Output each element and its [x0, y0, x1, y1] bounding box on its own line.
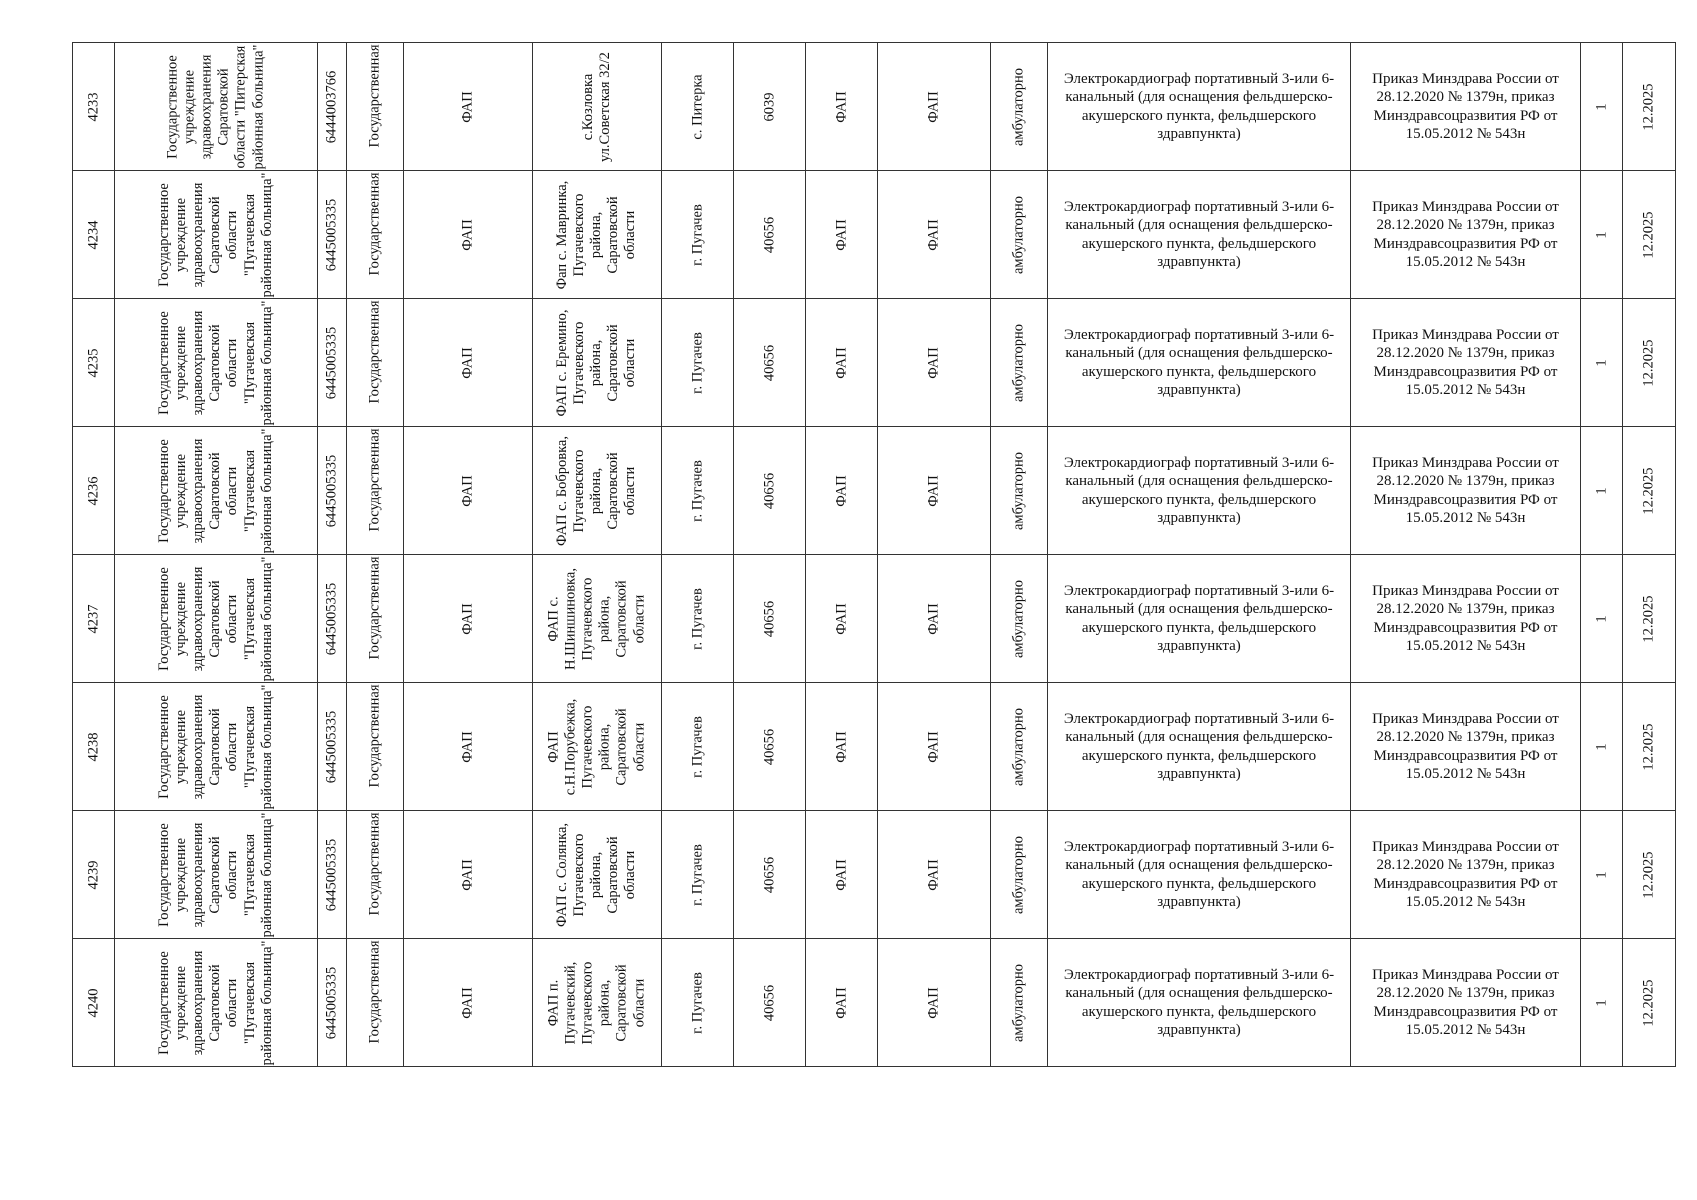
organization-cell — [115, 555, 318, 683]
order-cell-text: Приказ Минздрава России от 28.12.2020 № 1379н, приказ Минздравсоцразвития РФ от 15.05.2012 № 543н — [1372, 70, 1559, 142]
organization-cell-text: Государственное учреждение здравоохранения Саратовской области "Пугачевская районная больница" — [156, 684, 275, 809]
inn-cell — [318, 171, 347, 299]
subtype-cell-2 — [878, 427, 991, 555]
settlement-cell-text: г. Пугачев — [688, 203, 705, 266]
subtype-cell-text: ФАП — [832, 218, 849, 251]
subtype-cell-2 — [878, 299, 991, 427]
subtype-cell-2-text: ФАП — [925, 602, 942, 635]
population-cell-text: 6039 — [760, 92, 777, 121]
order-cell — [1351, 683, 1581, 811]
inn-cell-text: 6445005335 — [323, 710, 340, 783]
equipment-cell-text: Электрокардиограф портативный 3-или 6-канальный (для оснащения фельдшерско-акушерского пункта, фельдшерского здравпункта) — [1063, 70, 1335, 142]
population-cell-text: 40656 — [760, 600, 777, 637]
subtype-cell-2 — [878, 171, 991, 299]
organization-cell — [115, 171, 318, 299]
care-type-cell — [991, 939, 1048, 1067]
equipment-cell-text: Электрокардиограф портативный 3-или 6-канальный (для оснащения фельдшерско-акушерского пункта, фельдшерского здравпункта) — [1063, 966, 1335, 1038]
subtype-cell — [806, 299, 878, 427]
table-row — [73, 939, 1676, 1067]
row-number-cell-text: 4238 — [84, 732, 101, 761]
address-cell — [533, 939, 662, 1067]
address-cell-text: с.Козловка ул.Советская 32/2 — [579, 51, 613, 162]
address-cell-text: ФАП с. Солянка, Пугачевского района, Саратовской области — [554, 822, 639, 927]
population-cell-text: 40656 — [760, 472, 777, 509]
care-type-cell — [991, 43, 1048, 171]
quantity-cell-text: 1 — [1592, 358, 1609, 367]
row-number-cell — [73, 683, 115, 811]
settlement-cell-text: г. Пугачев — [688, 971, 705, 1034]
order-cell-text: Приказ Минздрава России от 28.12.2020 № 1379н, приказ Минздравсоцразвития РФ от 15.05.2012 № 543н — [1372, 582, 1559, 654]
ownership-cell — [347, 43, 404, 171]
inn-cell-text: 6445005335 — [323, 838, 340, 911]
settlement-cell-text: с. Питерка — [688, 73, 705, 140]
row-number-cell-text: 4240 — [84, 988, 101, 1017]
inn-cell-text: 6445005335 — [323, 326, 340, 399]
address-cell — [533, 683, 662, 811]
order-cell — [1351, 43, 1581, 171]
inn-cell — [318, 555, 347, 683]
quantity-cell-text: 1 — [1592, 230, 1609, 239]
population-cell — [734, 299, 806, 427]
organization-cell — [115, 299, 318, 427]
inn-cell-text: 6445005335 — [323, 198, 340, 271]
ownership-cell-text: Государственная — [366, 684, 383, 787]
subtype-cell — [806, 683, 878, 811]
order-cell-text: Приказ Минздрава России от 28.12.2020 № 1379н, приказ Минздравсоцразвития РФ от 15.05.2012 № 543н — [1372, 838, 1559, 910]
quantity-cell-text: 1 — [1592, 998, 1609, 1007]
subtype-cell-2 — [878, 683, 991, 811]
facility-type-cell — [404, 555, 533, 683]
care-type-cell-text: амбулаторно — [1010, 835, 1027, 914]
population-cell-text: 40656 — [760, 856, 777, 893]
inn-cell — [318, 43, 347, 171]
table-body — [73, 43, 1676, 1067]
subtype-cell-2 — [878, 555, 991, 683]
quantity-cell-text: 1 — [1592, 614, 1609, 623]
table-row — [73, 43, 1676, 171]
equipment-cell-text: Электрокардиограф портативный 3-или 6-канальный (для оснащения фельдшерско-акушерского пункта, фельдшерского здравпункта) — [1063, 198, 1335, 270]
order-cell — [1351, 427, 1581, 555]
subtype-cell — [806, 555, 878, 683]
equipment-cell-text: Электрокардиограф портативный 3-или 6-канальный (для оснащения фельдшерско-акушерского пункта, фельдшерского здравпункта) — [1063, 582, 1335, 654]
quantity-cell — [1581, 299, 1623, 427]
table-row — [73, 171, 1676, 299]
facility-type-cell-text: ФАП — [459, 346, 476, 379]
subtype-cell-2-text: ФАП — [925, 730, 942, 763]
population-cell-text: 40656 — [760, 984, 777, 1021]
population-cell-text: 40656 — [760, 728, 777, 765]
settlement-cell-text: г. Пугачев — [688, 459, 705, 522]
order-cell-text: Приказ Минздрава России от 28.12.2020 № 1379н, приказ Минздравсоцразвития РФ от 15.05.2012 № 543н — [1372, 710, 1559, 782]
subtype-cell-2-text: ФАП — [925, 90, 942, 123]
population-cell-text: 40656 — [760, 216, 777, 253]
date-cell — [1623, 427, 1676, 555]
date-cell — [1623, 683, 1676, 811]
date-cell — [1623, 171, 1676, 299]
population-cell — [734, 811, 806, 939]
care-type-cell — [991, 427, 1048, 555]
table-row — [73, 683, 1676, 811]
quantity-cell-text: 1 — [1592, 870, 1609, 879]
address-cell-text: ФАП с. Бобровка, Пугачевского района, Саратовской области — [554, 435, 639, 546]
quantity-cell — [1581, 683, 1623, 811]
quantity-cell — [1581, 555, 1623, 683]
care-type-cell-text: амбулаторно — [1010, 195, 1027, 274]
equipment-cell — [1048, 683, 1351, 811]
organization-cell-text: Государственное учреждение здравоохранения Саратовской области "Пугачевская районная больница" — [156, 940, 275, 1065]
facility-type-cell-text: ФАП — [459, 602, 476, 635]
organization-cell — [115, 811, 318, 939]
row-number-cell — [73, 171, 115, 299]
facility-type-cell-text: ФАП — [459, 858, 476, 891]
ownership-cell — [347, 427, 404, 555]
date-cell-text: 12.2025 — [1640, 338, 1657, 387]
date-cell — [1623, 299, 1676, 427]
row-number-cell-text: 4237 — [84, 604, 101, 633]
organization-cell — [115, 939, 318, 1067]
order-cell-text: Приказ Минздрава России от 28.12.2020 № 1379н, приказ Минздравсоцразвития РФ от 15.05.2012 № 543н — [1372, 454, 1559, 526]
address-cell-text: Фап с. Мавринка, Пугачевского района, Саратовской области — [554, 180, 639, 289]
address-cell — [533, 43, 662, 171]
settlement-cell-text: г. Пугачев — [688, 587, 705, 650]
equipment-cell — [1048, 939, 1351, 1067]
care-type-cell-text: амбулаторно — [1010, 323, 1027, 402]
ownership-cell-text: Государственная — [366, 44, 383, 147]
order-cell — [1351, 299, 1581, 427]
ownership-cell-text: Государственная — [366, 556, 383, 659]
subtype-cell-text: ФАП — [832, 90, 849, 123]
row-number-cell — [73, 939, 115, 1067]
ownership-cell-text: Государственная — [366, 812, 383, 915]
order-cell — [1351, 939, 1581, 1067]
facility-type-cell-text: ФАП — [459, 90, 476, 123]
care-type-cell-text: амбулаторно — [1010, 707, 1027, 786]
subtype-cell — [806, 171, 878, 299]
inn-cell — [318, 811, 347, 939]
inn-cell-text: 6445005335 — [323, 582, 340, 655]
subtype-cell-2-text: ФАП — [925, 218, 942, 251]
subtype-cell-text: ФАП — [832, 346, 849, 379]
organization-cell-text: Государственное учреждение здравоохранения Саратовской области "Питерская районная больница" — [164, 44, 267, 169]
quantity-cell-text: 1 — [1592, 486, 1609, 495]
subtype-cell-text: ФАП — [832, 602, 849, 635]
subtype-cell-2 — [878, 43, 991, 171]
settlement-cell — [662, 43, 734, 171]
inn-cell-text: 6444003766 — [323, 70, 340, 143]
date-cell-text: 12.2025 — [1640, 210, 1657, 259]
address-cell-text: ФАП с. Н.Шиншиновка, Пугачевского района, Саратовской области — [545, 567, 648, 670]
address-cell — [533, 299, 662, 427]
facility-type-cell — [404, 939, 533, 1067]
date-cell — [1623, 43, 1676, 171]
care-type-cell-text: амбулаторно — [1010, 579, 1027, 658]
date-cell — [1623, 555, 1676, 683]
subtype-cell-2-text: ФАП — [925, 346, 942, 379]
facility-type-cell — [404, 43, 533, 171]
row-number-cell — [73, 299, 115, 427]
quantity-cell — [1581, 811, 1623, 939]
order-cell — [1351, 171, 1581, 299]
population-cell — [734, 171, 806, 299]
row-number-cell — [73, 811, 115, 939]
settlement-cell — [662, 683, 734, 811]
ownership-cell-text: Государственная — [366, 300, 383, 403]
address-cell — [533, 171, 662, 299]
inn-cell — [318, 427, 347, 555]
organization-cell-text: Государственное учреждение здравоохранения Саратовской области "Пугачевская районная больница" — [156, 556, 275, 681]
equipment-cell — [1048, 555, 1351, 683]
quantity-cell-text: 1 — [1592, 102, 1609, 111]
subtype-cell-2-text: ФАП — [925, 474, 942, 507]
subtype-cell-2 — [878, 811, 991, 939]
population-cell — [734, 939, 806, 1067]
inn-cell-text: 6445005335 — [323, 966, 340, 1039]
date-cell — [1623, 811, 1676, 939]
subtype-cell — [806, 427, 878, 555]
address-cell — [533, 427, 662, 555]
ownership-cell-text: Государственная — [366, 940, 383, 1043]
equipment-cell — [1048, 171, 1351, 299]
care-type-cell-text: амбулаторно — [1010, 67, 1027, 146]
settlement-cell — [662, 171, 734, 299]
care-type-cell — [991, 299, 1048, 427]
order-cell — [1351, 555, 1581, 683]
inn-cell — [318, 683, 347, 811]
settlement-cell — [662, 427, 734, 555]
population-cell-text: 40656 — [760, 344, 777, 381]
row-number-cell-text: 4235 — [84, 348, 101, 377]
date-cell-text: 12.2025 — [1640, 978, 1657, 1027]
settlement-cell — [662, 555, 734, 683]
care-type-cell-text: амбулаторно — [1010, 963, 1027, 1042]
order-cell — [1351, 811, 1581, 939]
subtype-cell-2-text: ФАП — [925, 986, 942, 1019]
inn-cell — [318, 299, 347, 427]
organization-cell-text: Государственное учреждение здравоохранения Саратовской области "Пугачевская районная больница" — [156, 172, 275, 297]
care-type-cell — [991, 171, 1048, 299]
date-cell-text: 12.2025 — [1640, 466, 1657, 515]
equipment-cell — [1048, 299, 1351, 427]
care-type-cell — [991, 683, 1048, 811]
order-cell-text: Приказ Минздрава России от 28.12.2020 № 1379н, приказ Минздравсоцразвития РФ от 15.05.2012 № 543н — [1372, 198, 1559, 270]
subtype-cell-text: ФАП — [832, 730, 849, 763]
organization-cell-text: Государственное учреждение здравоохранения Саратовской области "Пугачевская районная больница" — [156, 812, 275, 937]
care-type-cell — [991, 555, 1048, 683]
care-type-cell — [991, 811, 1048, 939]
equipment-cell — [1048, 43, 1351, 171]
equipment-cell-text: Электрокардиограф портативный 3-или 6-канальный (для оснащения фельдшерско-акушерского пункта, фельдшерского здравпункта) — [1063, 710, 1335, 782]
settlement-cell — [662, 939, 734, 1067]
equipment-cell-text: Электрокардиограф портативный 3-или 6-канальный (для оснащения фельдшерско-акушерского пункта, фельдшерского здравпункта) — [1063, 454, 1335, 526]
row-number-cell-text: 4233 — [84, 92, 101, 121]
subtype-cell-2-text: ФАП — [925, 858, 942, 891]
quantity-cell — [1581, 43, 1623, 171]
organization-cell-text: Государственное учреждение здравоохранения Саратовской области "Пугачевская районная больница" — [156, 300, 275, 425]
subtype-cell — [806, 43, 878, 171]
equipment-cell-text: Электрокардиограф портативный 3-или 6-канальный (для оснащения фельдшерско-акушерского пункта, фельдшерского здравпункта) — [1063, 326, 1335, 398]
address-cell — [533, 555, 662, 683]
address-cell — [533, 811, 662, 939]
facility-type-cell — [404, 171, 533, 299]
table-row — [73, 299, 1676, 427]
settlement-cell-text: г. Пугачев — [688, 715, 705, 778]
date-cell-text: 12.2025 — [1640, 82, 1657, 131]
address-cell-text: ФАП с.Н.Порубежка, Пугачевского района, Саратовской области — [545, 698, 648, 795]
facility-type-cell — [404, 811, 533, 939]
facility-type-cell-text: ФАП — [459, 474, 476, 507]
ownership-cell — [347, 811, 404, 939]
inn-cell — [318, 939, 347, 1067]
ownership-cell — [347, 171, 404, 299]
table-row — [73, 555, 1676, 683]
settlement-cell — [662, 811, 734, 939]
population-cell — [734, 683, 806, 811]
subtype-cell-2 — [878, 939, 991, 1067]
quantity-cell — [1581, 171, 1623, 299]
address-cell-text: ФАП с. Еремино, Пугачевского района, Саратовской области — [554, 309, 639, 416]
subtype-cell-text: ФАП — [832, 858, 849, 891]
row-number-cell — [73, 555, 115, 683]
ownership-cell-text: Государственная — [366, 172, 383, 275]
organization-cell — [115, 427, 318, 555]
quantity-cell-text: 1 — [1592, 742, 1609, 751]
facility-type-cell-text: ФАП — [459, 218, 476, 251]
order-cell-text: Приказ Минздрава России от 28.12.2020 № 1379н, приказ Минздравсоцразвития РФ от 15.05.2012 № 543н — [1372, 966, 1559, 1038]
ownership-cell-text: Государственная — [366, 428, 383, 531]
equipment-table — [72, 42, 1676, 1067]
equipment-cell — [1048, 427, 1351, 555]
facility-type-cell — [404, 427, 533, 555]
row-number-cell — [73, 427, 115, 555]
table-row — [73, 427, 1676, 555]
row-number-cell — [73, 43, 115, 171]
subtype-cell-text: ФАП — [832, 474, 849, 507]
facility-type-cell — [404, 299, 533, 427]
subtype-cell — [806, 939, 878, 1067]
row-number-cell-text: 4234 — [84, 220, 101, 249]
date-cell — [1623, 939, 1676, 1067]
quantity-cell — [1581, 939, 1623, 1067]
population-cell — [734, 427, 806, 555]
ownership-cell — [347, 683, 404, 811]
population-cell — [734, 43, 806, 171]
date-cell-text: 12.2025 — [1640, 594, 1657, 643]
order-cell-text: Приказ Минздрава России от 28.12.2020 № 1379н, приказ Минздравсоцразвития РФ от 15.05.2012 № 543н — [1372, 326, 1559, 398]
quantity-cell — [1581, 427, 1623, 555]
date-cell-text: 12.2025 — [1640, 722, 1657, 771]
settlement-cell-text: г. Пугачев — [688, 331, 705, 394]
ownership-cell — [347, 939, 404, 1067]
ownership-cell — [347, 299, 404, 427]
equipment-cell — [1048, 811, 1351, 939]
facility-type-cell — [404, 683, 533, 811]
subtype-cell-text: ФАП — [832, 986, 849, 1019]
equipment-cell-text: Электрокардиограф портативный 3-или 6-канальный (для оснащения фельдшерско-акушерского пункта, фельдшерского здравпункта) — [1063, 838, 1335, 910]
address-cell-text: ФАП п. Пугачевский, Пугачевского района, Саратовской области — [545, 961, 648, 1044]
table-row — [73, 811, 1676, 939]
organization-cell — [115, 43, 318, 171]
population-cell — [734, 555, 806, 683]
settlement-cell-text: г. Пугачев — [688, 843, 705, 906]
settlement-cell — [662, 299, 734, 427]
care-type-cell-text: амбулаторно — [1010, 451, 1027, 530]
row-number-cell-text: 4239 — [84, 860, 101, 889]
row-number-cell-text: 4236 — [84, 476, 101, 505]
facility-type-cell-text: ФАП — [459, 730, 476, 763]
organization-cell-text: Государственное учреждение здравоохранения Саратовской области "Пугачевская районная больница" — [156, 428, 275, 553]
facility-type-cell-text: ФАП — [459, 986, 476, 1019]
organization-cell — [115, 683, 318, 811]
subtype-cell — [806, 811, 878, 939]
ownership-cell — [347, 555, 404, 683]
date-cell-text: 12.2025 — [1640, 850, 1657, 899]
inn-cell-text: 6445005335 — [323, 454, 340, 527]
